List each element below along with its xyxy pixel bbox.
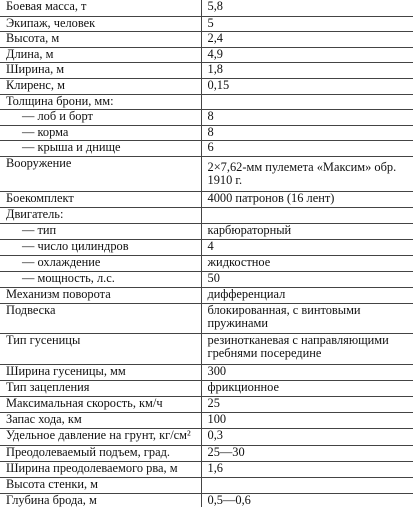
table-row [0, 428, 413, 445]
spec-value: 25—30 [201, 445, 413, 461]
spec-value: блокированная, с винтовыми пружинами [201, 303, 413, 333]
spec-label: — мощность, л.с. [0, 271, 201, 287]
spec-label: Толщина брони, мм: [0, 94, 201, 109]
table-row [0, 191, 413, 207]
spec-value: 8 [201, 125, 413, 140]
table-row [0, 364, 413, 380]
table-row [0, 125, 413, 140]
spec-value: 0,5—0,6 [201, 493, 413, 507]
table-row [0, 109, 413, 125]
spec-value: 0,15 [201, 78, 413, 94]
spec-label: Боекомплект [0, 191, 201, 207]
table-row [0, 62, 413, 78]
spec-label: — корма [0, 125, 201, 140]
spec-label: Вооружение [0, 156, 201, 191]
table-row [0, 140, 413, 156]
spec-label: — крыша и днище [0, 140, 201, 156]
spec-label: — тип [0, 223, 201, 239]
spec-value: 50 [201, 271, 413, 287]
spec-value: 4,9 [201, 47, 413, 62]
spec-label: Удельное давление на грунт, кг/см² [0, 428, 201, 445]
table-row [0, 333, 413, 364]
spec-value: 0,3 [201, 428, 413, 445]
table-row [0, 380, 413, 396]
spec-value: 8 [201, 109, 413, 125]
table-row [0, 412, 413, 428]
spec-value: 300 [201, 364, 413, 380]
spec-value: 4000 патронов (16 лент) [201, 191, 413, 207]
spec-value: 25 [201, 396, 413, 412]
table-row [0, 461, 413, 477]
table-row [0, 477, 413, 493]
spec-value: 1,6 [201, 461, 413, 477]
table-row [0, 493, 413, 507]
spec-label: Высота стенки, м [0, 477, 201, 493]
spec-label: Глубина брода, м [0, 493, 201, 507]
spec-label: — число цилиндров [0, 239, 201, 255]
spec-label: — охлаждение [0, 255, 201, 271]
spec-label: Двигатель: [0, 207, 201, 223]
table-row [0, 271, 413, 287]
spec-label: Подвеска [0, 303, 201, 333]
table-row [0, 445, 413, 461]
spec-label: Преодолеваемый подъем, град. [0, 445, 201, 461]
spec-value: 5 [201, 16, 413, 31]
spec-label: Длина, м [0, 47, 201, 62]
table-row [0, 16, 413, 31]
spec-label: — лоб и борт [0, 109, 201, 125]
spec-value [201, 94, 413, 109]
spec-value: 1,8 [201, 62, 413, 78]
spec-label: Ширина гусеницы, мм [0, 364, 201, 380]
table-row [0, 0, 413, 16]
table-row [0, 94, 413, 109]
spec-value: 2×7,62-мм пулемета «Максим» обр. 1910 г. [201, 156, 413, 191]
spec-value: резинотканевая с направляющими гребнями посередине [201, 333, 413, 364]
spec-value: 4 [201, 239, 413, 255]
spec-value: дифференциал [201, 287, 413, 303]
spec-label: Тип зацепления [0, 380, 201, 396]
spec-value: 2,4 [201, 31, 413, 47]
table-row [0, 303, 413, 333]
spec-label: Ширина преодолеваемого рва, м [0, 461, 201, 477]
spec-value: 6 [201, 140, 413, 156]
spec-label: Экипаж, человек [0, 16, 201, 31]
spec-label: Механизм поворота [0, 287, 201, 303]
spec-value: 100 [201, 412, 413, 428]
spec-value: фрикционное [201, 380, 413, 396]
spec-label: Клиренс, м [0, 78, 201, 94]
spec-label: Тип гусеницы [0, 333, 201, 364]
spec-value: жидкостное [201, 255, 413, 271]
spec-value [201, 207, 413, 223]
spec-value: карбюраторный [201, 223, 413, 239]
table-row [0, 239, 413, 255]
spec-value [201, 477, 413, 493]
spec-value: 5,8 [201, 0, 413, 16]
spec-label: Максимальная скорость, км/ч [0, 396, 201, 412]
table-row [0, 207, 413, 223]
spec-label: Запас хода, км [0, 412, 201, 428]
table-row [0, 31, 413, 47]
table-row [0, 223, 413, 239]
spec-label: Ширина, м [0, 62, 201, 78]
table-row [0, 255, 413, 271]
spec-label: Боевая масса, т [0, 0, 201, 16]
table-row [0, 287, 413, 303]
table-row [0, 396, 413, 412]
table-row [0, 47, 413, 62]
spec-label: Высота, м [0, 31, 201, 47]
table-row [0, 156, 413, 191]
table-row [0, 78, 413, 94]
